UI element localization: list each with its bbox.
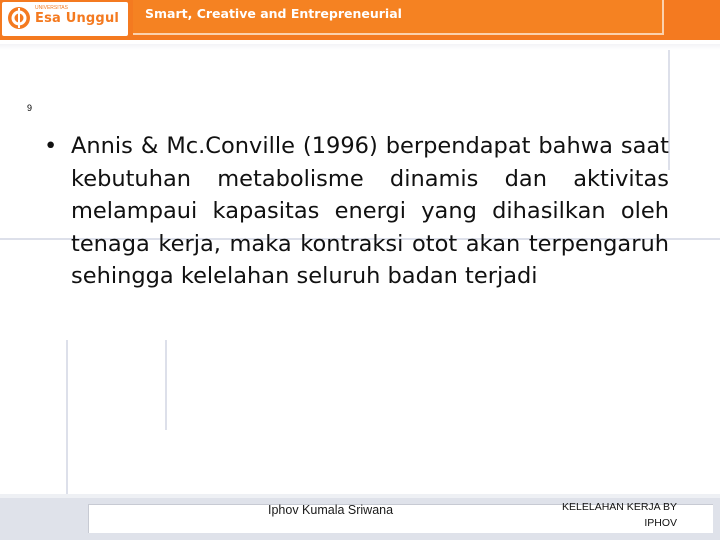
footer-author: Iphov Kumala Sriwana	[268, 503, 394, 517]
slide-body	[44, 130, 669, 293]
logo-subtext: UNIVERSITAS	[35, 5, 68, 11]
logo-name: Esa Unggul	[35, 11, 120, 26]
esa-unggul-logo-icon	[7, 6, 31, 30]
background-line	[66, 340, 68, 495]
bullet-marker: •	[44, 133, 58, 159]
footer-title-line1: KELELAHAN KERJA BY	[562, 501, 677, 513]
header-bar	[0, 0, 720, 40]
bullet-text: Annis & Mc.Conville (1996) berpendapat bahwa saat kebutuhan metabolisme dinamis dan aktivitas melampaui kapasitas energi yang dihasilkan oleh tenaga kerja, maka kontraksi otot akan terpengaruh sehingga kelelahan seluruh badan terjadi	[71, 133, 669, 289]
header-tagline: Smart, Creative and Entrepreneurial	[145, 6, 402, 21]
background-line	[165, 340, 167, 430]
bullet-item	[44, 130, 669, 293]
logo	[2, 2, 128, 36]
background-band	[0, 44, 720, 50]
slide-number: 9	[27, 103, 33, 113]
footer-title-line2: IPHOV	[644, 517, 677, 529]
footer-title	[540, 499, 677, 531]
